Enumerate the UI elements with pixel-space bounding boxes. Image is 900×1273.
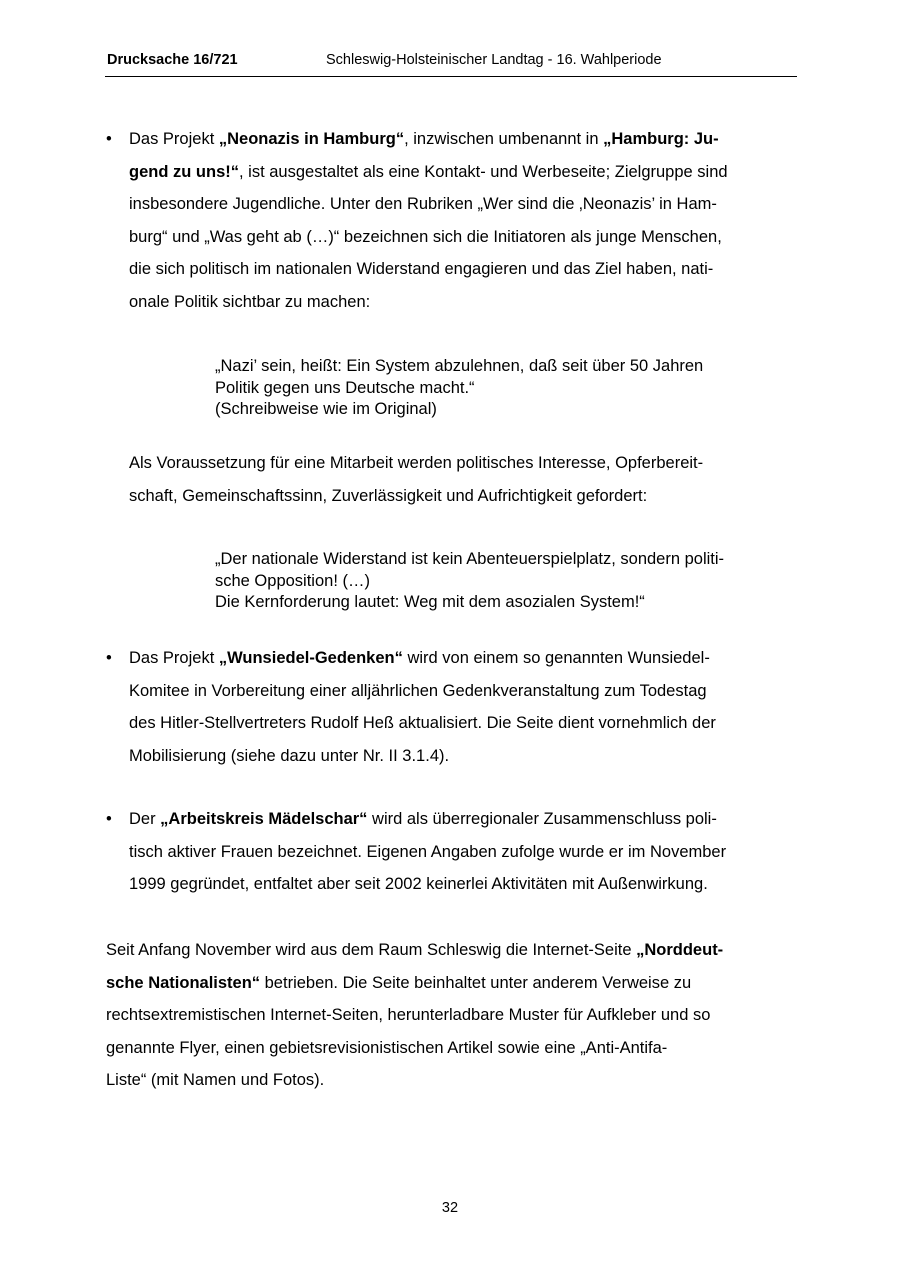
document-number: Drucksache 16/721 [107,52,238,68]
bullet-item-maedelschar [129,803,726,901]
block-quote [215,549,724,614]
page-number: 32 [441,1200,459,1216]
text-line: gend zu uns!“, ist ausgestaltet als eine Kontakt- und Werbeseite; Zielgruppe sind [129,162,728,181]
bullet-item-wunsiedel [129,642,716,772]
quote-line: „Nazi’ sein, heißt: Ein System abzulehnen, daß seit über 50 Jahren [215,357,704,375]
quote-line: (Schreibweise wie im Original) [215,400,437,418]
text-line: tisch aktiver Frauen bezeichnet. Eigenen Angaben zufolge wurde er im November [129,842,727,861]
bullet-item-neonazis-hamburg [129,123,728,318]
quote-line: Politik gegen uns Deutsche macht.“ [215,378,475,397]
text-line: des Hitler-Stellvertreters Rudolf Heß aktualisiert. Die Seite dient vornehmlich der [129,714,716,732]
quote-line: Die Kernforderung lautet: Weg mit dem asozialen System!“ [215,593,645,611]
quote-line: „Der nationale Widerstand ist kein Abenteuerspielplatz, sondern politi- [215,550,725,568]
text-line: onale Politik sichtbar zu machen: [129,292,371,311]
paragraph-requirements [129,447,703,512]
text-line: sche Nationalisten“ betrieben. Die Seite beinhaltet unter anderem Verweise zu [106,973,692,992]
text-line: Der „Arbeitskreis Mädelschar“ wird als überregionaler Zusammenschluss poli- [129,810,717,828]
text-line: insbesondere Jugendliche. Unter den Rubriken „Wer sind die ‚Neonazis’ in Ham- [129,195,717,213]
text-line: die sich politisch im nationalen Widerstand engagieren und das Ziel haben, nati- [129,260,714,278]
bullet-marker: • [106,130,112,148]
text-line: schaft, Gemeinschaftssinn, Zuverlässigkeit und Aufrichtigkeit gefordert: [129,486,648,505]
header-title: Schleswig-Holsteinischer Landtag - 16. Wahlperiode [326,52,662,68]
text-line: genannte Flyer, einen gebietsrevisionistischen Artikel sowie eine „Anti-Antifa- [106,1038,668,1057]
paragraph-norddeutsche [106,934,723,1097]
text-line: burg“ und „Was geht ab (…)“ bezeichnen sich die Initiatoren als junge Menschen, [129,227,722,246]
text-line: Mobilisierung (siehe dazu unter Nr. II 3.1.4). [129,746,450,765]
text-line: Als Voraussetzung für eine Mitarbeit werden politisches Interesse, Opferbereit- [129,454,704,472]
text-line: Liste“ (mit Namen und Fotos). [106,1071,325,1089]
text-line: Das Projekt „Wunsiedel-Gedenken“ wird von einem so genannten Wunsiedel- [129,649,710,667]
text-line: rechtsextremistischen Internet-Seiten, herunterladbare Muster für Aufkleber und so [106,1006,711,1024]
text-line: Komitee in Vorbereitung einer alljährlichen Gedenkveranstaltung zum Todestag [129,681,707,700]
text-line: Seit Anfang November wird aus dem Raum Schleswig die Internet-Seite „Norddeut- [106,941,724,959]
quote-line: sche Opposition! (…) [215,571,370,590]
text-line: Das Projekt „Neonazis in Hamburg“, inzwischen umbenannt in „Hamburg: Ju- [129,130,719,148]
bullet-marker: • [106,649,112,667]
block-quote [215,356,703,421]
bullet-marker: • [106,810,112,828]
header-rule [105,76,797,77]
page-header [105,52,797,78]
text-line: 1999 gegründet, entfaltet aber seit 2002 keinerlei Aktivitäten mit Außenwirkung. [129,875,708,893]
